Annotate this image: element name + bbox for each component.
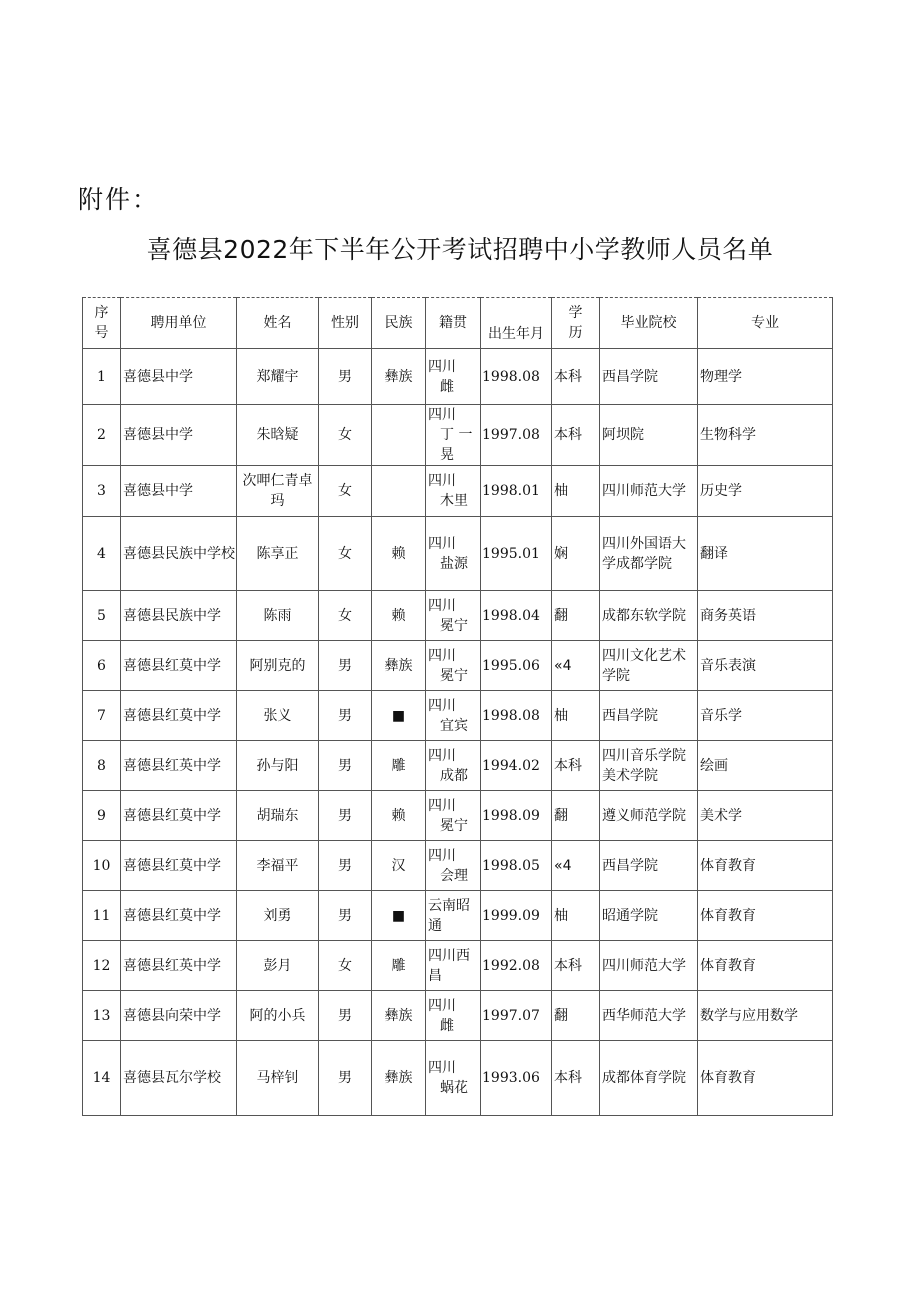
cell-origin-line: 四川: [428, 1060, 456, 1076]
cell-school: 四川音乐学院美术学院: [600, 741, 698, 791]
cell-ethnicity: 彝族: [372, 641, 426, 691]
table-row: [83, 405, 833, 466]
cell-origin: [426, 941, 481, 991]
cell-origin: [426, 741, 481, 791]
cell-gender: 男: [319, 691, 372, 741]
cell-name: 陈享正: [237, 517, 319, 591]
cell-ethnicity: 赖: [372, 517, 426, 591]
cell-origin: [426, 466, 481, 517]
table-row: [83, 941, 833, 991]
cell-unit: 喜德县红英中学: [121, 741, 237, 791]
cell-school: 西华师范大学: [600, 991, 698, 1041]
cell-gender: 男: [319, 791, 372, 841]
cell-birth: 1994.02: [481, 741, 552, 791]
cell-origin-line: 四川西: [428, 947, 470, 964]
cell-school: 四川外国语大学成都学院: [600, 517, 698, 591]
cell-origin-line: 四川: [428, 647, 456, 664]
cell-education: «4: [552, 641, 600, 691]
cell-unit: 喜德县民族中学: [121, 591, 237, 641]
column-header-index-line1: 序: [94, 305, 109, 321]
cell-school: 西昌学院: [600, 691, 698, 741]
cell-education: 本科: [552, 1041, 600, 1116]
cell-ethnicity: ■: [372, 891, 426, 941]
table-row: [83, 741, 833, 791]
cell-index: 13: [83, 991, 121, 1041]
cell-name: 彭月: [237, 941, 319, 991]
cell-name: 李福平: [237, 841, 319, 891]
cell-education: 本科: [552, 349, 600, 405]
cell-name: 刘勇: [237, 891, 319, 941]
cell-major: 数学与应用数学: [698, 991, 833, 1041]
cell-ethnicity: 赖: [372, 791, 426, 841]
table-row: [83, 466, 833, 517]
cell-ethnicity: 雕: [372, 741, 426, 791]
column-header-education: [552, 298, 600, 349]
table-row: [83, 791, 833, 841]
cell-name: 次呷仁青卓玛: [237, 466, 319, 517]
table-row: [83, 641, 833, 691]
cell-origin-line: 蜗花: [440, 1080, 468, 1096]
cell-unit: 喜德县民族中学校: [121, 517, 237, 591]
cell-origin: [426, 841, 481, 891]
cell-education: «4: [552, 841, 600, 891]
cell-major: 商务英语: [698, 591, 833, 641]
column-header-education-line2: 历: [568, 325, 583, 341]
cell-birth: 1999.09: [481, 891, 552, 941]
column-header-birth: 出生年月: [481, 298, 552, 349]
cell-education: 翻: [552, 991, 600, 1041]
table-row: [83, 517, 833, 591]
cell-birth: 1998.05: [481, 841, 552, 891]
cell-origin-line: 昌: [428, 967, 442, 984]
cell-origin-line: 四川: [428, 535, 456, 552]
cell-origin: [426, 591, 481, 641]
cell-index: 1: [83, 349, 121, 405]
cell-ethnicity: 彝族: [372, 991, 426, 1041]
cell-gender: 男: [319, 841, 372, 891]
cell-origin: [426, 641, 481, 691]
column-header-name: 姓名: [237, 298, 319, 349]
cell-education: 柚: [552, 691, 600, 741]
cell-index: 2: [83, 405, 121, 466]
cell-origin-line: 四川: [428, 407, 456, 423]
cell-major: 音乐表演: [698, 641, 833, 691]
cell-index: 14: [83, 1041, 121, 1116]
cell-education: 娴: [552, 517, 600, 591]
table-row: [83, 349, 833, 405]
cell-origin-line: 冕宁: [440, 667, 468, 684]
cell-birth: 1997.08: [481, 405, 552, 466]
cell-origin-line: 四川: [428, 747, 456, 764]
cell-origin-line: 云南昭: [428, 897, 470, 914]
cell-school: 阿坝院: [600, 405, 698, 466]
cell-education: 本科: [552, 741, 600, 791]
cell-birth: 1998.04: [481, 591, 552, 641]
cell-major: 体育教育: [698, 941, 833, 991]
attachment-label: 附件：: [78, 185, 160, 214]
column-header-ethnicity: 民族: [372, 298, 426, 349]
column-header-school: 毕业院校: [600, 298, 698, 349]
roster-body: [83, 349, 833, 1116]
cell-origin-line: 雌: [440, 378, 454, 395]
cell-ethnicity: 汉: [372, 841, 426, 891]
cell-gender: 男: [319, 349, 372, 405]
column-header-index: [83, 298, 121, 349]
cell-index: 12: [83, 941, 121, 991]
cell-ethnicity: 赖: [372, 591, 426, 641]
table-header-row: [83, 298, 833, 349]
cell-name: 孙与阳: [237, 741, 319, 791]
cell-gender: 男: [319, 641, 372, 691]
cell-name: 阿的小兵: [237, 991, 319, 1041]
cell-gender: 男: [319, 1041, 372, 1116]
cell-birth: 1995.06: [481, 641, 552, 691]
cell-education: 柚: [552, 891, 600, 941]
cell-unit: 喜德县红英中学: [121, 941, 237, 991]
cell-school: 四川师范大学: [600, 941, 698, 991]
cell-major: 生物科学: [698, 405, 833, 466]
cell-unit: 喜德县红莫中学: [121, 641, 237, 691]
cell-origin: [426, 405, 481, 466]
cell-index: 6: [83, 641, 121, 691]
cell-origin-line: 四川: [428, 697, 456, 714]
cell-origin-line: 四川: [428, 473, 456, 489]
cell-name: 阿别克的: [237, 641, 319, 691]
cell-origin-line: 宜宾: [440, 717, 468, 734]
cell-origin-line: 四川: [428, 358, 456, 375]
cell-unit: 喜德县红莫中学: [121, 791, 237, 841]
cell-birth: 1998.08: [481, 691, 552, 741]
cell-origin-line: 四川: [428, 597, 456, 614]
cell-birth: 1995.01: [481, 517, 552, 591]
cell-major: 体育教育: [698, 841, 833, 891]
cell-school: 成都体育学院: [600, 1041, 698, 1116]
cell-origin-line: 会理: [440, 867, 468, 884]
cell-gender: 女: [319, 591, 372, 641]
cell-name: 郑耀宇: [237, 349, 319, 405]
cell-birth: 1993.06: [481, 1041, 552, 1116]
cell-origin-line: 四川: [428, 797, 456, 814]
cell-education: 翻: [552, 791, 600, 841]
cell-name: 胡瑞东: [237, 791, 319, 841]
cell-birth: 1998.09: [481, 791, 552, 841]
table-row: [83, 691, 833, 741]
teacher-roster-table: [82, 297, 833, 1116]
cell-school: 四川师范大学: [600, 466, 698, 517]
cell-index: 5: [83, 591, 121, 641]
table-row: [83, 991, 833, 1041]
cell-unit: 喜德县中学: [121, 405, 237, 466]
cell-education: 本科: [552, 941, 600, 991]
cell-unit: 喜德县红莫中学: [121, 891, 237, 941]
cell-unit: 喜德县红莫中学: [121, 841, 237, 891]
cell-origin: [426, 1041, 481, 1116]
cell-birth: 1992.08: [481, 941, 552, 991]
cell-origin-line: 盐源: [440, 555, 468, 572]
column-header-major: 专业: [698, 298, 833, 349]
cell-ethnicity: 彝族: [372, 1041, 426, 1116]
column-header-gender: 性别: [319, 298, 372, 349]
column-header-education-line1: 学: [568, 305, 583, 321]
cell-origin: [426, 517, 481, 591]
cell-gender: 男: [319, 741, 372, 791]
cell-gender: 男: [319, 891, 372, 941]
cell-unit: 喜德县瓦尔学校: [121, 1041, 237, 1116]
cell-major: 物理学: [698, 349, 833, 405]
cell-origin-line: 丁 一晃: [440, 427, 473, 463]
cell-origin: [426, 349, 481, 405]
cell-index: 4: [83, 517, 121, 591]
cell-name: 马梓钊: [237, 1041, 319, 1116]
cell-origin-line: 通: [428, 917, 442, 934]
cell-major: 体育教育: [698, 1041, 833, 1116]
cell-origin: [426, 791, 481, 841]
cell-origin-line: 冕宁: [440, 817, 468, 834]
cell-birth: 1997.07: [481, 991, 552, 1041]
cell-index: 9: [83, 791, 121, 841]
cell-ethnicity: 雕: [372, 941, 426, 991]
column-header-index-line2: 号: [94, 325, 109, 341]
cell-unit: 喜德县中学: [121, 349, 237, 405]
cell-birth: 1998.01: [481, 466, 552, 517]
cell-origin-line: 成都: [440, 767, 468, 784]
cell-ethnicity: [372, 466, 426, 517]
cell-gender: 女: [319, 466, 372, 517]
page-title: 喜德县2022年下半年公开考试招聘中小学教师人员名单: [146, 235, 774, 264]
cell-school: 西昌学院: [600, 349, 698, 405]
column-header-origin: 籍贯: [426, 298, 481, 349]
cell-school: 成都东软学院: [600, 591, 698, 641]
cell-ethnicity: ■: [372, 691, 426, 741]
cell-origin-line: 四川: [428, 847, 456, 864]
cell-origin: [426, 691, 481, 741]
cell-origin-line: 木里: [440, 493, 468, 509]
table-row: [83, 1041, 833, 1116]
cell-unit: 喜德县向荣中学: [121, 991, 237, 1041]
cell-gender: 男: [319, 991, 372, 1041]
cell-major: 音乐学: [698, 691, 833, 741]
cell-gender: 女: [319, 941, 372, 991]
cell-origin-line: 冕宁: [440, 617, 468, 634]
cell-major: 美术学: [698, 791, 833, 841]
table-row: [83, 591, 833, 641]
cell-school: 昭通学院: [600, 891, 698, 941]
cell-ethnicity: 彝族: [372, 349, 426, 405]
cell-education: 本科: [552, 405, 600, 466]
cell-origin: [426, 891, 481, 941]
cell-major: 翻译: [698, 517, 833, 591]
table-row: [83, 891, 833, 941]
cell-origin-line: 四川: [428, 997, 456, 1014]
cell-education: 翻: [552, 591, 600, 641]
cell-origin-line: 雌: [440, 1017, 454, 1034]
cell-major: 体育教育: [698, 891, 833, 941]
cell-birth: 1998.08: [481, 349, 552, 405]
cell-school: 四川文化艺术学院: [600, 641, 698, 691]
cell-school: 西昌学院: [600, 841, 698, 891]
cell-major: 绘画: [698, 741, 833, 791]
cell-school: 遵义师范学院: [600, 791, 698, 841]
column-header-unit: 聘用单位: [121, 298, 237, 349]
cell-name: 陈雨: [237, 591, 319, 641]
table-row: [83, 841, 833, 891]
cell-unit: 喜德县红莫中学: [121, 691, 237, 741]
cell-gender: 女: [319, 405, 372, 466]
cell-ethnicity: [372, 405, 426, 466]
cell-index: 7: [83, 691, 121, 741]
cell-index: 11: [83, 891, 121, 941]
cell-index: 8: [83, 741, 121, 791]
cell-index: 10: [83, 841, 121, 891]
cell-gender: 女: [319, 517, 372, 591]
cell-name: 朱晗疑: [237, 405, 319, 466]
cell-origin: [426, 991, 481, 1041]
cell-education: 柚: [552, 466, 600, 517]
cell-major: 历史学: [698, 466, 833, 517]
cell-index: 3: [83, 466, 121, 517]
cell-unit: 喜德县中学: [121, 466, 237, 517]
cell-name: 张义: [237, 691, 319, 741]
